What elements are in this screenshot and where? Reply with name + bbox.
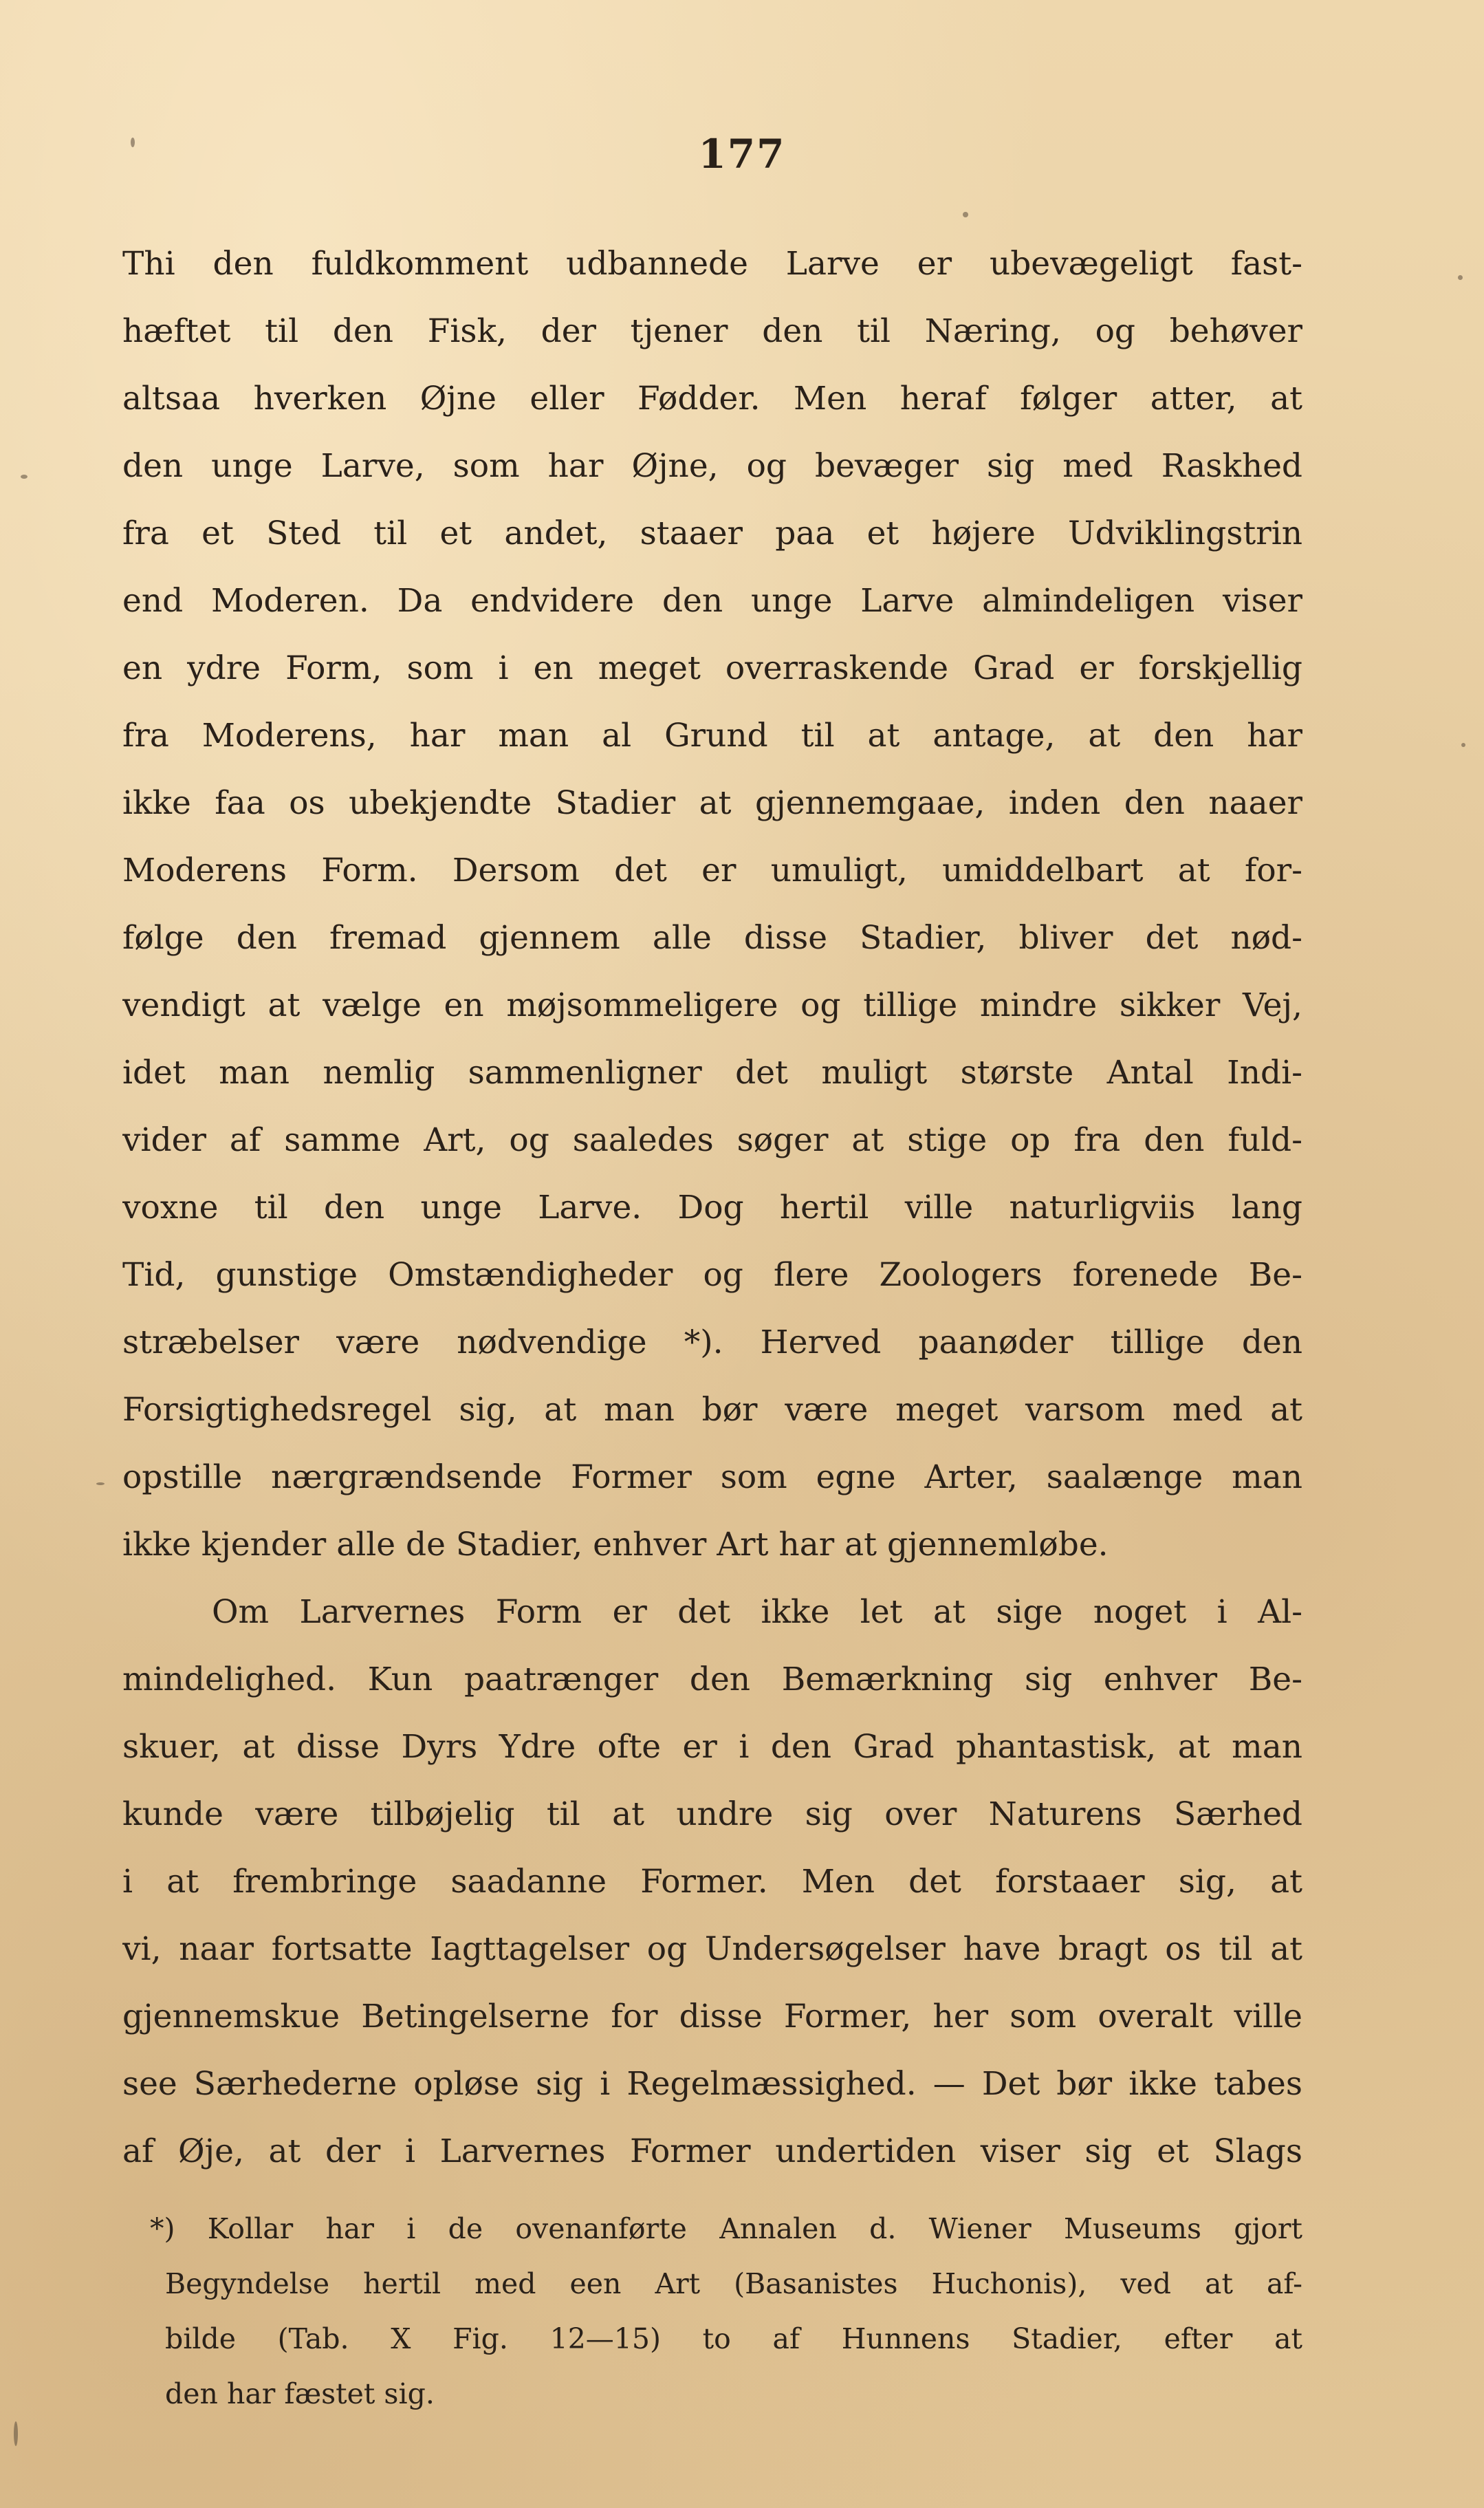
text-line: stræbelser være nødvendige *). Herved paanøder tillige den xyxy=(122,1323,1302,1361)
footnote xyxy=(150,2201,1302,2421)
footnote-line: bilde (Tab. X Fig. 12—15) to af Hunnens Stadier, efter at xyxy=(165,2322,1302,2355)
text-line: fra et Sted til et andet, staaer paa et højere Udviklingstrin xyxy=(122,515,1302,552)
paper-speck xyxy=(96,1482,105,1485)
paper-speck xyxy=(21,475,28,479)
text-line: end Moderen. Da endvidere den unge Larve almindeligen viser xyxy=(122,582,1302,620)
text-line: opstille nærgrændsende Former som egne Arter, saalænge man xyxy=(122,1458,1302,1496)
text-line: i at frembringe saadanne Former. Men det forstaaer sig, at xyxy=(122,1863,1302,1901)
text-line: altsaa hverken Øjne eller Fødder. Men heraf følger atter, at xyxy=(122,380,1302,418)
footnote-line: den har fæstet sig. xyxy=(165,2377,435,2410)
text-line: vi, naar fortsatte Iagttagelser og Undersøgelser have bragt os til at xyxy=(122,1930,1302,1968)
text-line: idet man nemlig sammenligner det muligt største Antal Indi- xyxy=(122,1054,1302,1092)
text-line: den unge Larve, som har Øjne, og bevæger sig med Raskhed xyxy=(122,447,1302,485)
page-number: 177 xyxy=(698,131,786,177)
text-line: Om Larvernes Form er det ikke let at sige noget i Al- xyxy=(212,1593,1302,1631)
text-line: vendigt at vælge en møjsommeligere og tillige mindre sikker Vej, xyxy=(122,986,1302,1024)
text-line: Moderens Form. Dersom det er umuligt, umiddelbart at for- xyxy=(122,852,1302,889)
text-line: voxne til den unge Larve. Dog hertil ville naturligviis lang xyxy=(122,1189,1302,1226)
text-line: ikke kjender alle de Stadier, enhver Art har at gjennemløbe. xyxy=(122,1526,1109,1564)
text-line: kunde være tilbøjelig til at undre sig over Naturens Særhed xyxy=(122,1795,1302,1833)
text-line: af Øje, at der i Larvernes Former undertiden viser sig et Slags xyxy=(122,2132,1302,2170)
text-line: fra Moderens, har man al Grund til at antage, at den har xyxy=(122,717,1302,755)
footnote-line: Begyndelse hertil med een Art (Basanistes Huchonis), ved at af- xyxy=(165,2267,1302,2300)
body-text xyxy=(122,230,1302,2185)
text-line: hæftet til den Fisk, der tjener den til Næring, og behøver xyxy=(122,312,1302,350)
text-line: Thi den fuldkomment udbannede Larve er ubevægeligt fast- xyxy=(122,245,1302,283)
text-line: følge den fremad gjennem alle disse Stadier, bliver det nød- xyxy=(122,919,1302,957)
text-line: Forsigtighedsregel sig, at man bør være meget varsom med at xyxy=(122,1391,1302,1429)
paper-speck xyxy=(14,2421,18,2446)
text-line: ikke faa os ubekjendte Stadier at gjennemgaae, inden den naaer xyxy=(122,784,1302,822)
paper-speck xyxy=(131,138,135,147)
footnote-line: *) Kollar har i de ovenanførte Annalen d. Wiener Museums gjort xyxy=(150,2212,1302,2245)
text-line: en ydre Form, som i en meget overraskende Grad er forskjellig xyxy=(122,649,1302,687)
paper-speck xyxy=(1458,275,1463,280)
text-line: see Særhederne opløse sig i Regelmæssighed. — Det bør ikke tabes xyxy=(122,2065,1302,2103)
text-line: gjennemskue Betingelserne for disse Former, her som overalt ville xyxy=(122,1998,1302,2035)
text-line: Tid, gunstige Omstændigheder og flere Zoologers forenede Be- xyxy=(122,1256,1302,1294)
paper-speck xyxy=(1461,743,1465,747)
paper-speck xyxy=(963,212,968,217)
text-line: vider af samme Art, og saaledes søger at stige op fra den fuld- xyxy=(122,1121,1302,1159)
text-line: mindelighed. Kun paatrænger den Bemærkning sig enhver Be- xyxy=(122,1661,1302,1698)
text-line: skuer, at disse Dyrs Ydre ofte er i den Grad phantastisk, at man xyxy=(122,1728,1302,1766)
